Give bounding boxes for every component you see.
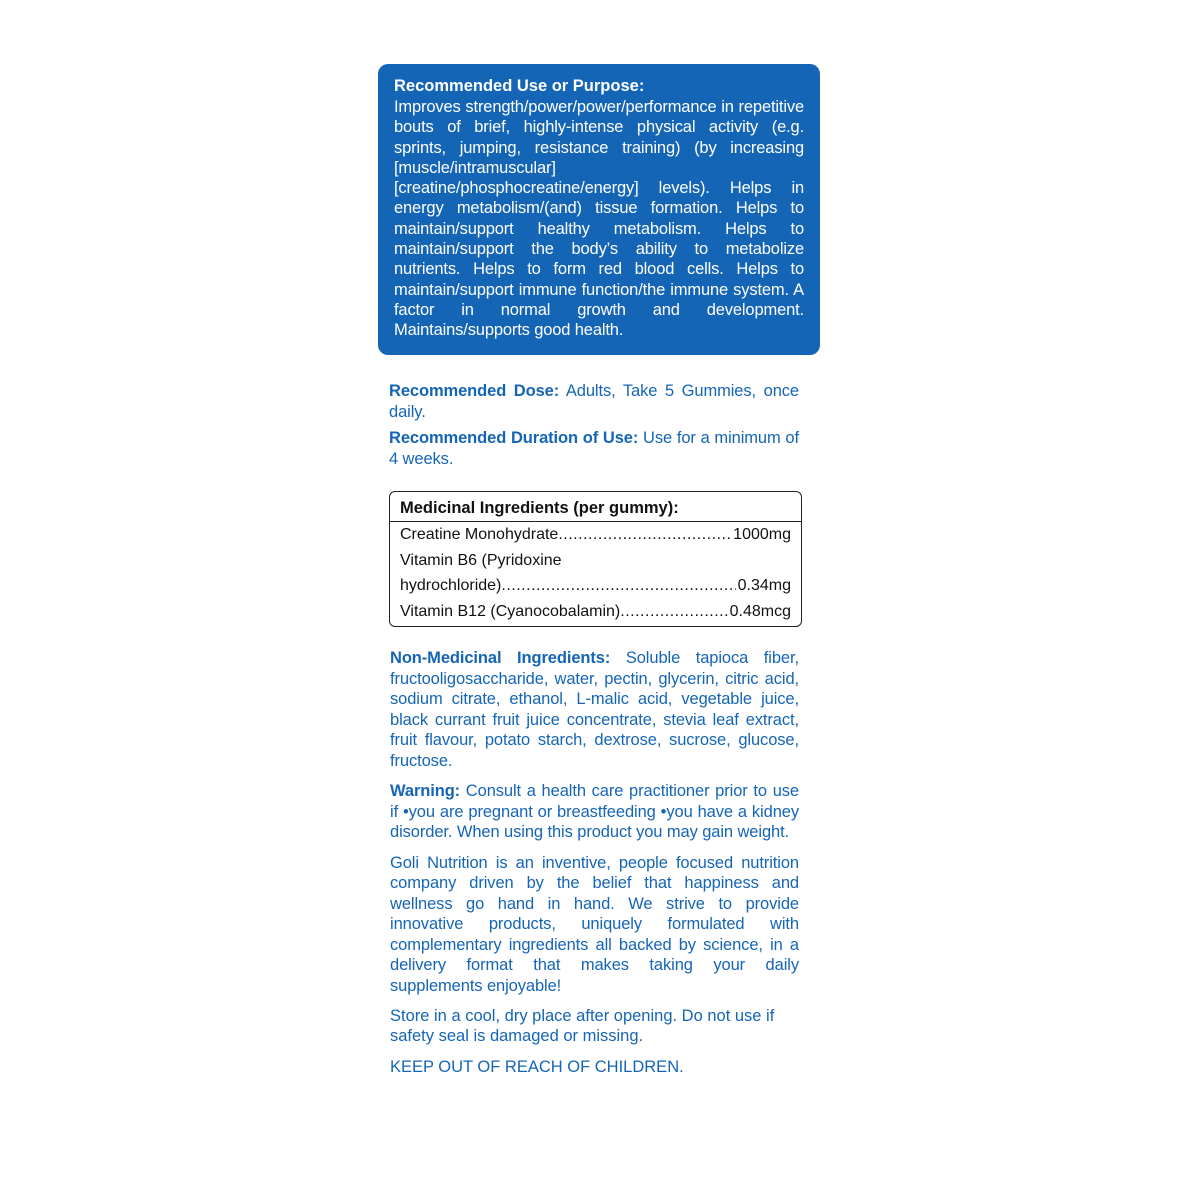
dose-section xyxy=(389,381,799,469)
ingredient-amount: 0.34mg xyxy=(737,577,791,594)
ingredient-amount: 1000mg xyxy=(733,526,791,543)
purpose-title: Recommended Use or Purpose: xyxy=(394,77,645,95)
non-medicinal-paragraph xyxy=(390,648,799,771)
ingredient-row xyxy=(400,573,791,599)
duration-paragraph xyxy=(389,428,799,469)
ingredient-row xyxy=(400,548,791,574)
warning-label: Warning: xyxy=(390,782,461,800)
non-medicinal-label: Non-Medicinal Ingredients: xyxy=(390,649,611,667)
ingredient-name: Vitamin B12 (Cyanocobalamin) xyxy=(400,602,621,620)
medicinal-ingredients-box xyxy=(389,491,802,627)
dose-text: Adults, Take 5 Gummies, once daily. xyxy=(389,382,799,421)
duration-text: Use for a minimum of 4 weeks. xyxy=(389,429,799,468)
ingredient-name: Creatine Monohydrate xyxy=(400,526,559,543)
ingredient-row xyxy=(400,522,791,548)
duration-label: Recommended Duration of Use: xyxy=(389,429,639,447)
purpose-text: Improves strength/power/power/performance in repetitive bouts of brief, highly-intense physical activity (e.g. sprints, jumping, resistance training) (by increasing [muscle/intramuscular] [creatine/phosphocreatine/energy] levels). Helps in energy metabolism/(and) tissue formation. Helps to maintain/support healthy metabolism. Helps to maintain/support the body’s ability to metabolize nutrients. Helps to form red blood cells. Helps to maintain/support immune function/the immune system. A factor in normal growth and development. Maintains/supports good health. xyxy=(394,98,804,340)
lower-section xyxy=(390,648,799,1077)
warning-text: Consult a health care practitioner prior to use if •you are pregnant or breastfeeding •you have a kidney disorder. When using this product you may gain weight. xyxy=(390,782,799,841)
non-medicinal-text: Soluble tapioca fiber, fructooligosaccharide, water, pectin, glycerin, citric acid, sodium citrate, ethanol, L-malic acid, vegetable juice, black currant fruit juice concentrate, stevia leaf extract, fruit flavour, potato starch, dextrose, sucrose, glucose, fructose. xyxy=(390,649,799,770)
ingredient-name: hydrochloride) xyxy=(400,577,502,594)
ingredient-name: Vitamin B6 (Pyridoxine xyxy=(400,551,562,569)
dose-paragraph xyxy=(389,381,799,422)
ingredient-amount: 0.48mcg xyxy=(729,602,791,620)
warning-paragraph xyxy=(390,781,799,843)
dose-label: Recommended Dose: xyxy=(389,382,560,400)
ingredient-row xyxy=(400,599,791,625)
keep-out-notice: KEEP OUT OF REACH OF CHILDREN. xyxy=(390,1057,684,1076)
medicinal-ingredients-title: Medicinal Ingredients (per gummy): xyxy=(390,498,801,522)
storage-paragraph: Store in a cool, dry place after opening. Do not use if safety seal is damaged or missing. xyxy=(390,1007,775,1046)
purpose-section xyxy=(378,64,820,355)
purpose-box xyxy=(378,64,820,355)
about-paragraph: Goli Nutrition is an inventive, people focused nutrition company driven by the belief that happiness and wellness go hand in hand. We strive to provide innovative products, uniquely formulated with complementary ingredients all backed by science, in a delivery format that makes taking your daily supplements enjoyable! xyxy=(390,853,799,995)
